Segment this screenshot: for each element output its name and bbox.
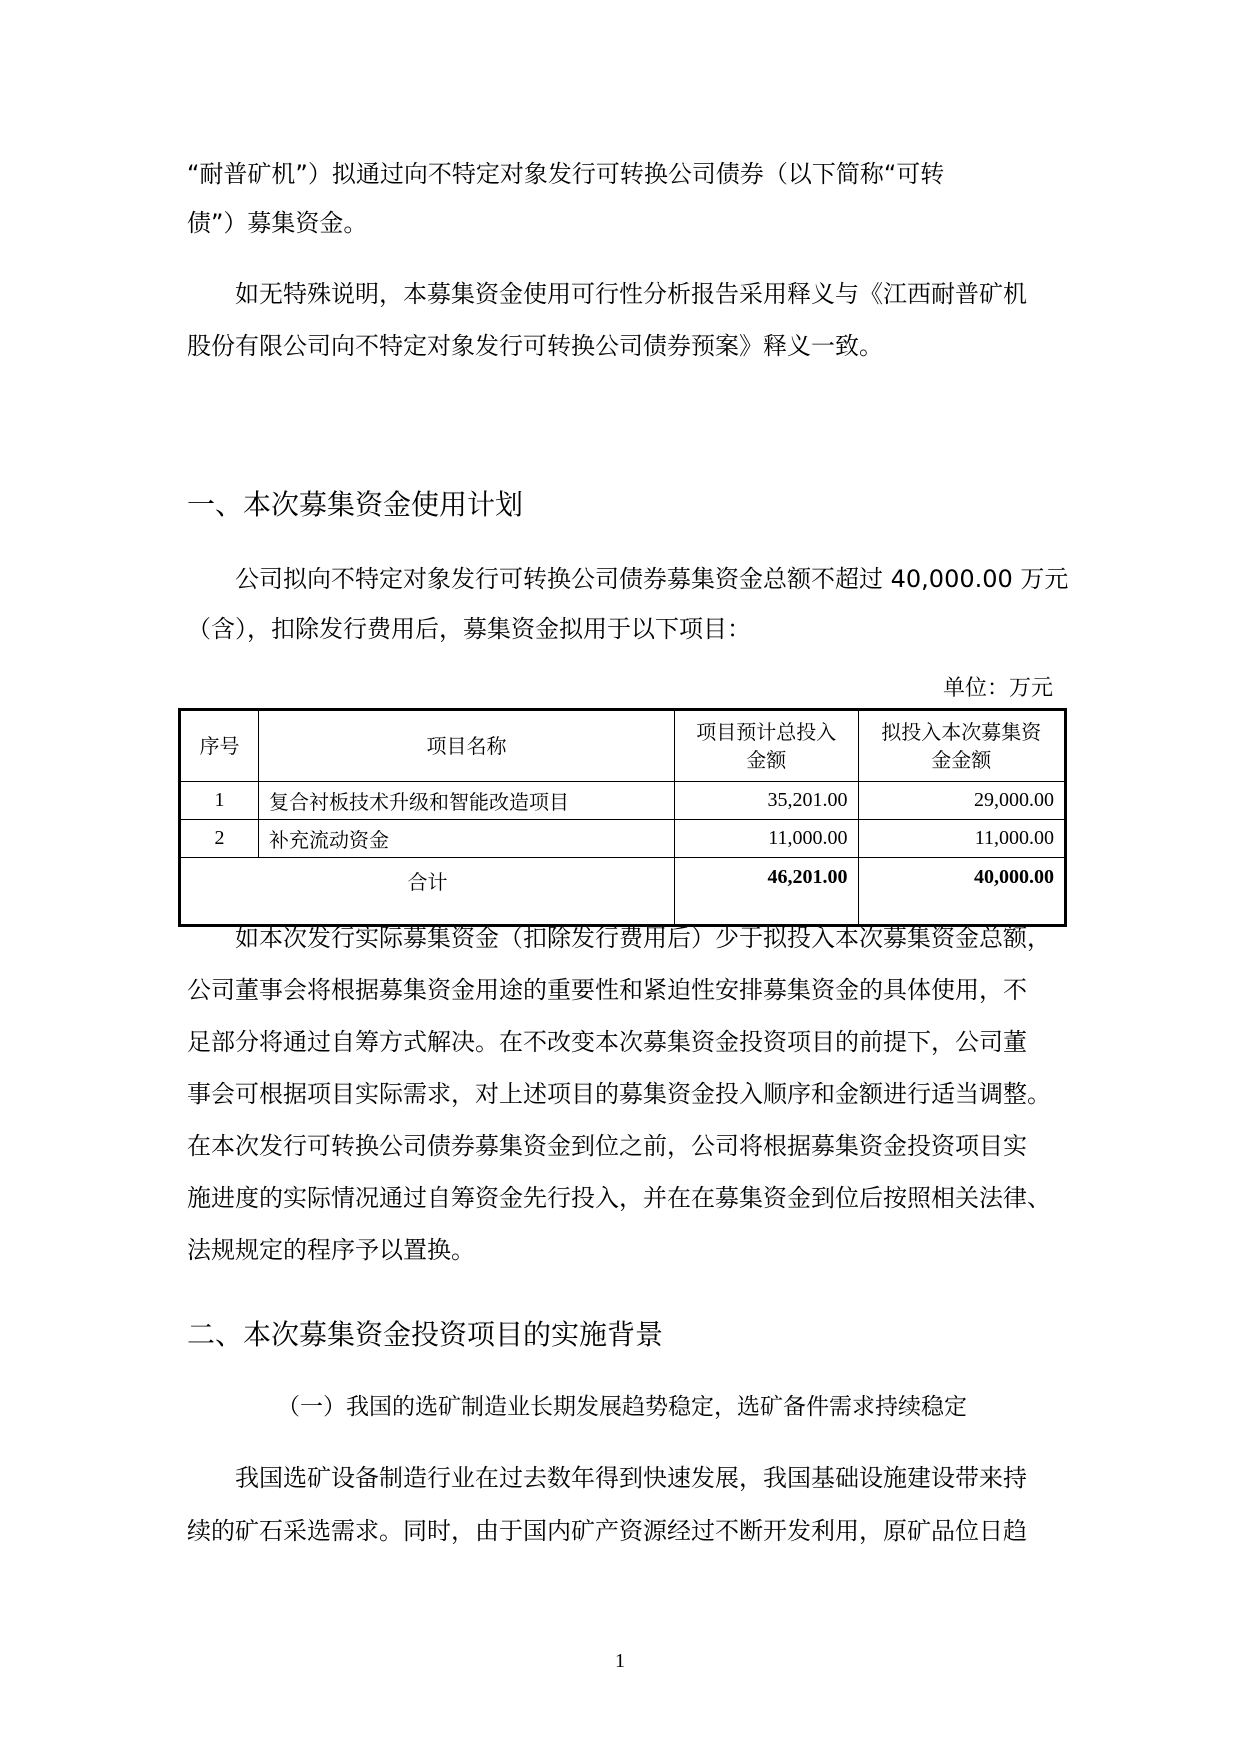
page-number: 1 bbox=[615, 1650, 625, 1672]
table-row bbox=[180, 820, 1066, 858]
after-table-line-4: 事会可根据项目实际需求，对上述项目的募集资金投入顺序和金额进行适当调整。 bbox=[187, 1080, 1051, 1108]
after-table-line-2: 公司董事会将根据募集资金用途的重要性和紧迫性安排募集资金的具体使用，不 bbox=[187, 976, 1027, 1004]
header-raise-line-1: 拟投入本次募集资 bbox=[881, 720, 1042, 744]
after-table-line-1: 如本次发行实际募集资金（扣除发行费用后）少于拟投入本次募集资金总额， bbox=[235, 924, 1051, 952]
section-2-title: 二、本次募集资金投资项目的实施背景 bbox=[187, 1318, 664, 1351]
row-1-seq: 1 bbox=[180, 782, 259, 820]
section-2-subtitle: （一）我国的选矿制造业长期发展趋势稳定，选矿备件需求持续稳定 bbox=[277, 1394, 967, 1420]
section-1-para-line-1: 公司拟向不特定对象发行可转换公司债券募集资金总额不超过 40,000.00 万元 bbox=[235, 565, 1069, 593]
unit-label: 单位：万元 bbox=[942, 676, 1053, 701]
row-2-seq: 2 bbox=[180, 820, 259, 858]
after-table-line-6: 施进度的实际情况通过自筹资金先行投入，并在在募集资金到位后按照相关法律、 bbox=[187, 1184, 1051, 1212]
header-name: 项目名称 bbox=[259, 710, 675, 782]
row-1-name: 复合衬板技术升级和智能改造项目 bbox=[259, 782, 675, 820]
header-total bbox=[675, 710, 859, 782]
header-seq: 序号 bbox=[180, 710, 259, 782]
intro-line-3: 如无特殊说明，本募集资金使用可行性分析报告采用释义与《江西耐普矿机 bbox=[235, 280, 1027, 308]
after-table-line-5: 在本次发行可转换公司债券募集资金到位之前，公司将根据募集资金投资项目实 bbox=[187, 1132, 1027, 1160]
header-total-line-1: 项目预计总投入 bbox=[696, 720, 837, 744]
after-table-line-7: 法规规定的程序予以置换。 bbox=[187, 1236, 475, 1264]
section-2-para-line-1: 我国选矿设备制造行业在过去数年得到快速发展，我国基础设施建设带来持 bbox=[235, 1464, 1027, 1492]
row-2-raise: 11,000.00 bbox=[858, 820, 1065, 858]
table-row bbox=[180, 782, 1066, 820]
section-1-title: 一、本次募集资金使用计划 bbox=[187, 488, 524, 521]
intro-line-2: 债”）募集资金。 bbox=[187, 209, 368, 237]
row-1-total: 35,201.00 bbox=[675, 782, 859, 820]
intro-line-1: “耐普矿机”）拟通过向不特定对象发行可转换公司债券（以下简称“可转 bbox=[187, 160, 945, 188]
row-2-total: 11,000.00 bbox=[675, 820, 859, 858]
table-total-row bbox=[180, 858, 1066, 926]
row-1-raise: 29,000.00 bbox=[858, 782, 1065, 820]
section-1-para-line-2: （含），扣除发行费用后，募集资金拟用于以下项目： bbox=[187, 615, 751, 643]
header-raise bbox=[858, 710, 1065, 782]
fund-usage-table bbox=[178, 708, 1067, 927]
header-total-line-2: 金额 bbox=[746, 748, 787, 772]
intro-line-4: 股份有限公司向不特定对象发行可转换公司债券预案》释义一致。 bbox=[187, 332, 883, 360]
section-2-para-line-2: 续的矿石采选需求。同时，由于国内矿产资源经过不断开发利用，原矿品位日趋 bbox=[187, 1517, 1027, 1545]
total-label: 合计 bbox=[180, 858, 675, 926]
row-2-name: 补充流动资金 bbox=[259, 820, 675, 858]
header-raise-line-2: 金金额 bbox=[931, 748, 992, 772]
table-header-row bbox=[180, 710, 1066, 782]
after-table-line-3: 足部分将通过自筹方式解决。在不改变本次募集资金投资项目的前提下，公司董 bbox=[187, 1028, 1027, 1056]
total-total: 46,201.00 bbox=[675, 858, 859, 926]
total-raise: 40,000.00 bbox=[858, 858, 1065, 926]
